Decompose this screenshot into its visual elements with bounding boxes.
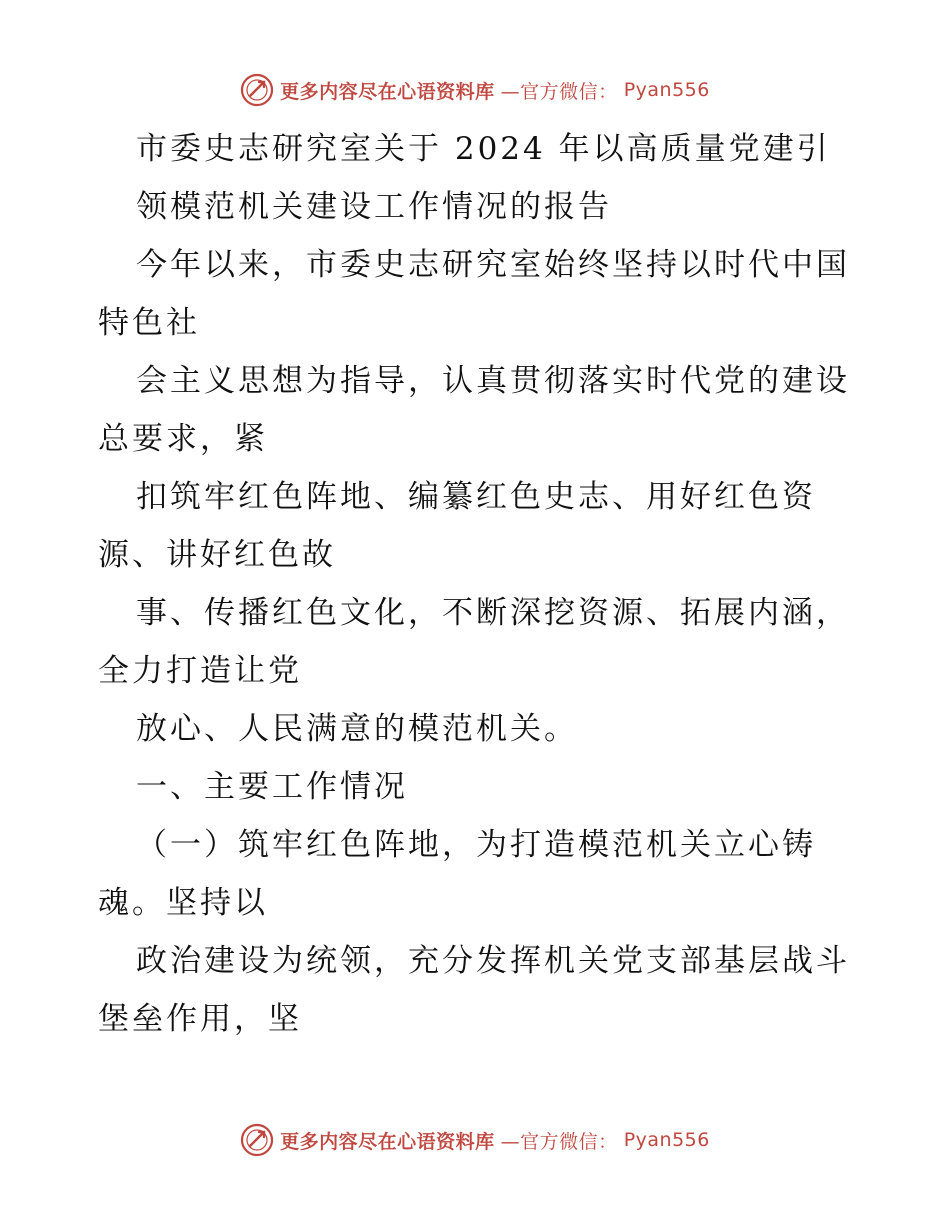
header-banner	[0, 70, 950, 110]
text-line: 源、讲好红色故	[98, 537, 336, 573]
banner-wechat-id: Pyan556	[623, 79, 710, 101]
text-line: 总要求，紧	[98, 421, 268, 457]
text-line: 事、传播红色文化，不断深挖资源、拓展内涵，	[136, 595, 850, 631]
document-title-line-1: 市委史志研究室关于 2024 年以高质量党建引	[136, 131, 831, 167]
banner-wechat-id: Pyan556	[623, 1129, 710, 1151]
section-heading: 一、主要工作情况	[136, 769, 408, 805]
banner-site-name: 更多内容尽在心语资料库	[280, 80, 495, 103]
seal-logo-icon	[240, 1123, 274, 1157]
text-line: 放心、人民满意的模范机关。	[136, 711, 578, 747]
banner-wechat-label: —官方微信：	[500, 80, 618, 103]
banner-wechat-label: —官方微信：	[500, 1130, 618, 1153]
seal-logo-icon	[240, 73, 274, 107]
text-line: 扣筑牢红色阵地、编纂红色史志、用好红色资	[136, 479, 816, 515]
subsection-heading: （一）筑牢红色阵地，为打造模范机关立心铸	[136, 827, 816, 863]
document-title-line-2: 领模范机关建设工作情况的报告	[136, 189, 612, 225]
text-line: 会主义思想为指导，认真贯彻落实时代党的建设	[136, 363, 850, 399]
text-line: 今年以来，市委史志研究室始终坚持以时代中国	[136, 247, 850, 283]
text-line: 全力打造让党	[98, 653, 302, 689]
text-line: 特色社	[98, 305, 200, 341]
text-line: 魂。坚持以	[98, 885, 268, 921]
text-line: 政治建设为统领，充分发挥机关党支部基层战斗	[136, 943, 850, 979]
text-line: 堡垒作用，坚	[98, 1001, 302, 1037]
banner-site-name: 更多内容尽在心语资料库	[280, 1130, 495, 1153]
footer-banner	[0, 1120, 950, 1160]
